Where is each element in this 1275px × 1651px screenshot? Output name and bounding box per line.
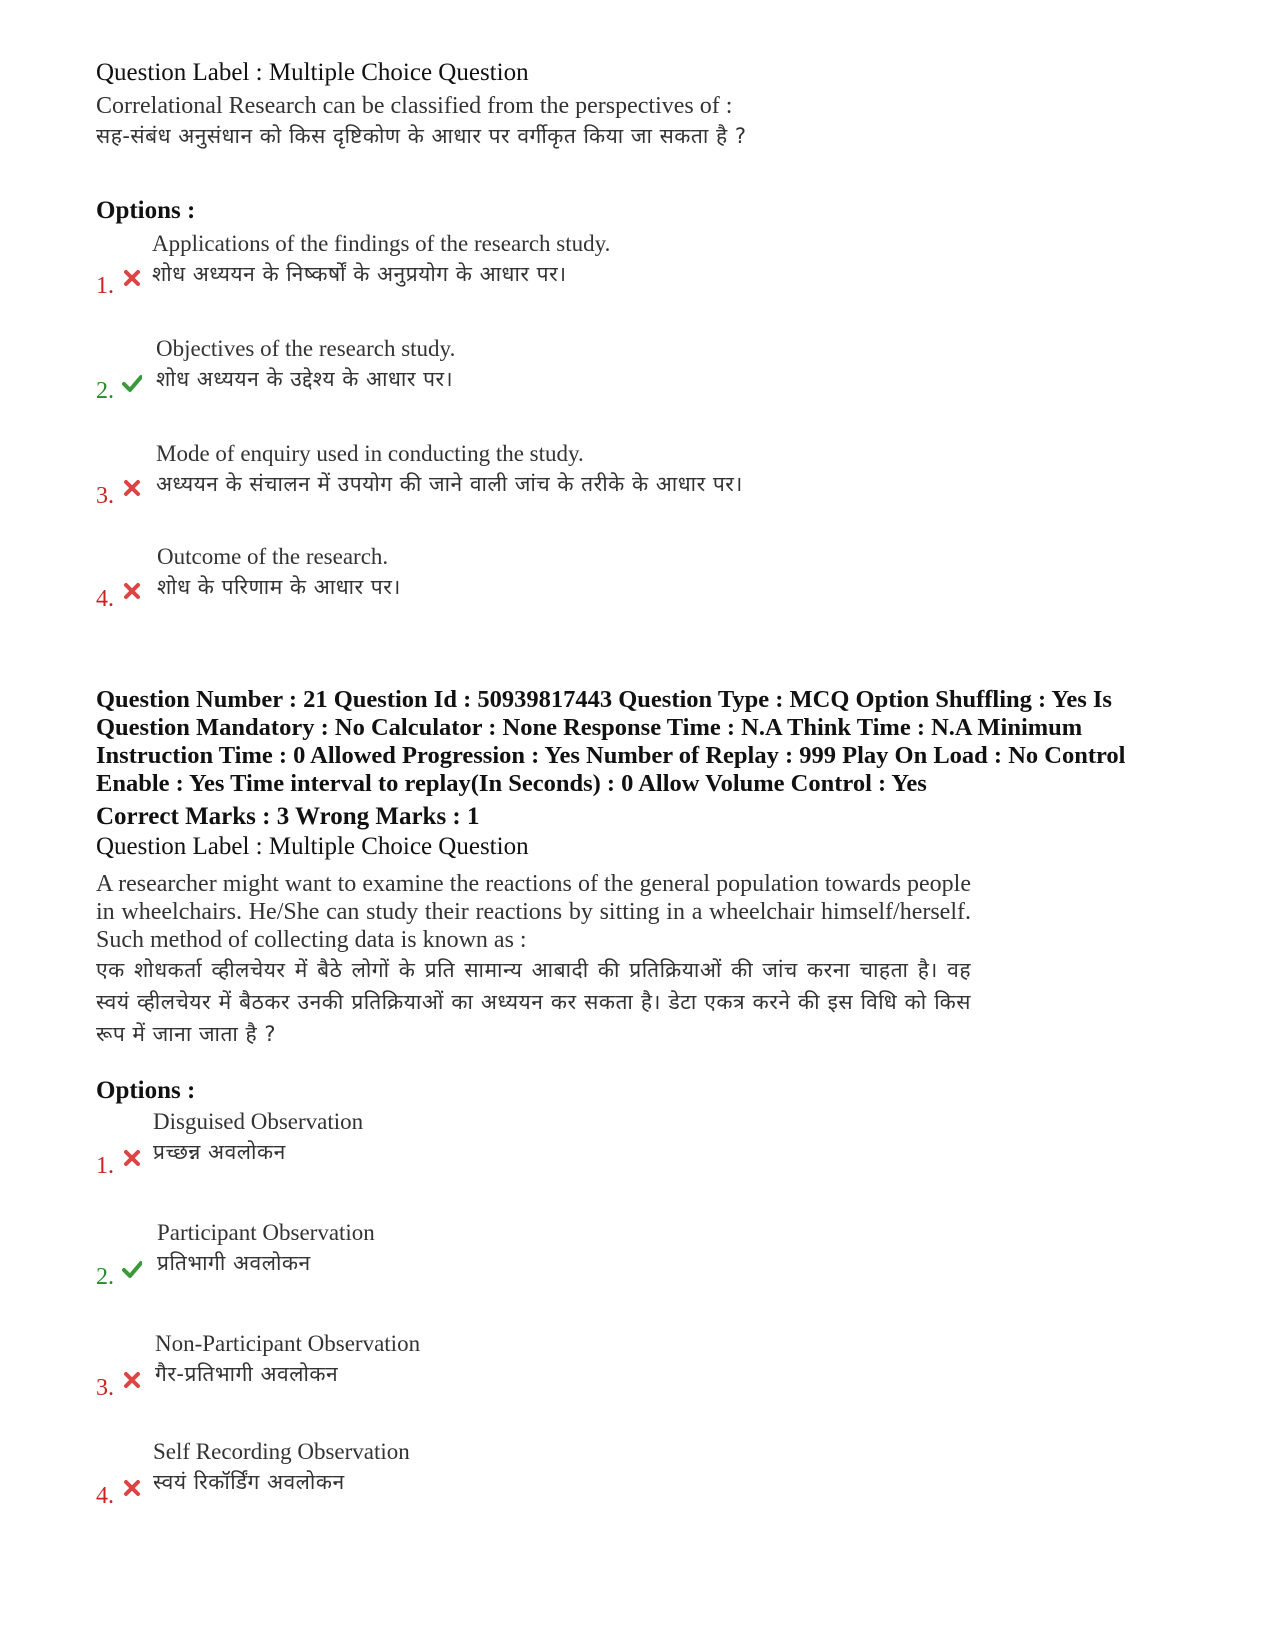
question-stem-hi: सह-संबंध अनुसंधान को किस दृष्टिकोण के आधार पर वर्गीकृत किया जा सकता है ? <box>96 124 747 148</box>
option-text-hi: प्रतिभागी अवलोकन <box>157 1251 311 1275</box>
option-number: 1. <box>96 1153 114 1179</box>
options-title: Options : <box>96 197 196 224</box>
cross-icon <box>122 268 142 288</box>
check-icon <box>122 373 142 393</box>
option-text-en: Outcome of the research. <box>157 544 389 569</box>
option-text-hi: गैर-प्रतिभागी अवलोकन <box>155 1362 339 1386</box>
option-number: 2. <box>96 378 114 404</box>
option-number: 3. <box>96 483 114 509</box>
option-text-en: Non-Participant Observation <box>155 1331 421 1356</box>
option-3[interactable] <box>96 440 1096 540</box>
options-title: Options : <box>96 1077 196 1104</box>
question-marks: Correct Marks : 3 Wrong Marks : 1 <box>96 803 480 830</box>
option-1[interactable] <box>96 1108 1096 1208</box>
option-text-hi: शोध अध्ययन के निष्कर्षों के अनुप्रयोग के आधार पर। <box>152 262 567 286</box>
question-block-prev <box>96 58 1186 152</box>
option-3[interactable] <box>96 1330 1096 1430</box>
option-number: 2. <box>96 1264 114 1290</box>
option-2[interactable] <box>96 1219 1096 1319</box>
question-block-21 <box>96 686 1186 1050</box>
option-4[interactable] <box>96 543 1096 643</box>
option-number: 4. <box>96 586 114 612</box>
question-label: Question Label : Multiple Choice Question <box>96 833 529 860</box>
option-1[interactable] <box>96 230 1096 330</box>
option-text-en: Objectives of the research study. <box>156 336 456 361</box>
question-stem-en: A researcher might want to examine the reactions of the general population towards people in wheelchairs. He/She can study their reactions by sitting in a wheelchair himself/herself. Such method of collecting data is known as : <box>96 871 971 953</box>
option-number: 3. <box>96 1375 114 1401</box>
option-text-hi: अध्ययन के संचालन में उपयोग की जाने वाली जांच के तरीके के आधार पर। <box>156 472 743 496</box>
option-4[interactable] <box>96 1438 1096 1538</box>
option-text-hi: स्वयं रिकॉर्डिंग अवलोकन <box>153 1470 345 1494</box>
option-text-en: Self Recording Observation <box>153 1439 410 1464</box>
option-text-en: Disguised Observation <box>153 1109 364 1134</box>
cross-icon <box>122 1478 142 1498</box>
check-icon <box>122 1259 142 1279</box>
option-text-en: Mode of enquiry used in conducting the study. <box>156 441 584 466</box>
option-text-en: Applications of the findings of the research study. <box>152 231 611 256</box>
option-2[interactable] <box>96 335 1096 435</box>
option-text-hi: शोध के परिणाम के आधार पर। <box>157 575 401 599</box>
question-stem-en: Correlational Research can be classified from the perspectives of : <box>96 93 733 119</box>
option-text-en: Participant Observation <box>157 1220 375 1245</box>
cross-icon <box>122 581 142 601</box>
question-label: Question Label : Multiple Choice Question <box>96 59 529 86</box>
option-text-hi: शोध अध्ययन के उद्देश्य के आधार पर। <box>156 367 454 391</box>
question-meta: Question Number : 21 Question Id : 50939817443 Question Type : MCQ Option Shuffling : Yes Is Question Mandatory : No Calculator : None Response Time : N.A Think Time : N.A Minimum Instruction Time : 0 Allowed Progression : Yes Number of Replay : 999 Play On Load : No Control Enable : Yes Time interval to replay(In Seconds) : 0 Allow Volume Control : Yes <box>96 686 1126 797</box>
option-text-hi: प्रच्छन्न अवलोकन <box>153 1140 286 1164</box>
option-number: 1. <box>96 273 114 299</box>
cross-icon <box>122 1370 142 1390</box>
cross-icon <box>122 1148 142 1168</box>
option-number: 4. <box>96 1483 114 1509</box>
question-stem-hi: एक शोधकर्ता व्हीलचेयर में बैठे लोगों के प्रति सामान्य आबादी की प्रतिक्रियाओं की जांच करना चाहता है। वह स्वयं व्हीलचेयर में बैठकर उनकी प्रतिक्रियाओं का अध्ययन कर सकता है। डेटा एकत्र करने की इस विधि को किस रूप में जाना जाता है ? <box>96 958 971 1046</box>
cross-icon <box>122 478 142 498</box>
